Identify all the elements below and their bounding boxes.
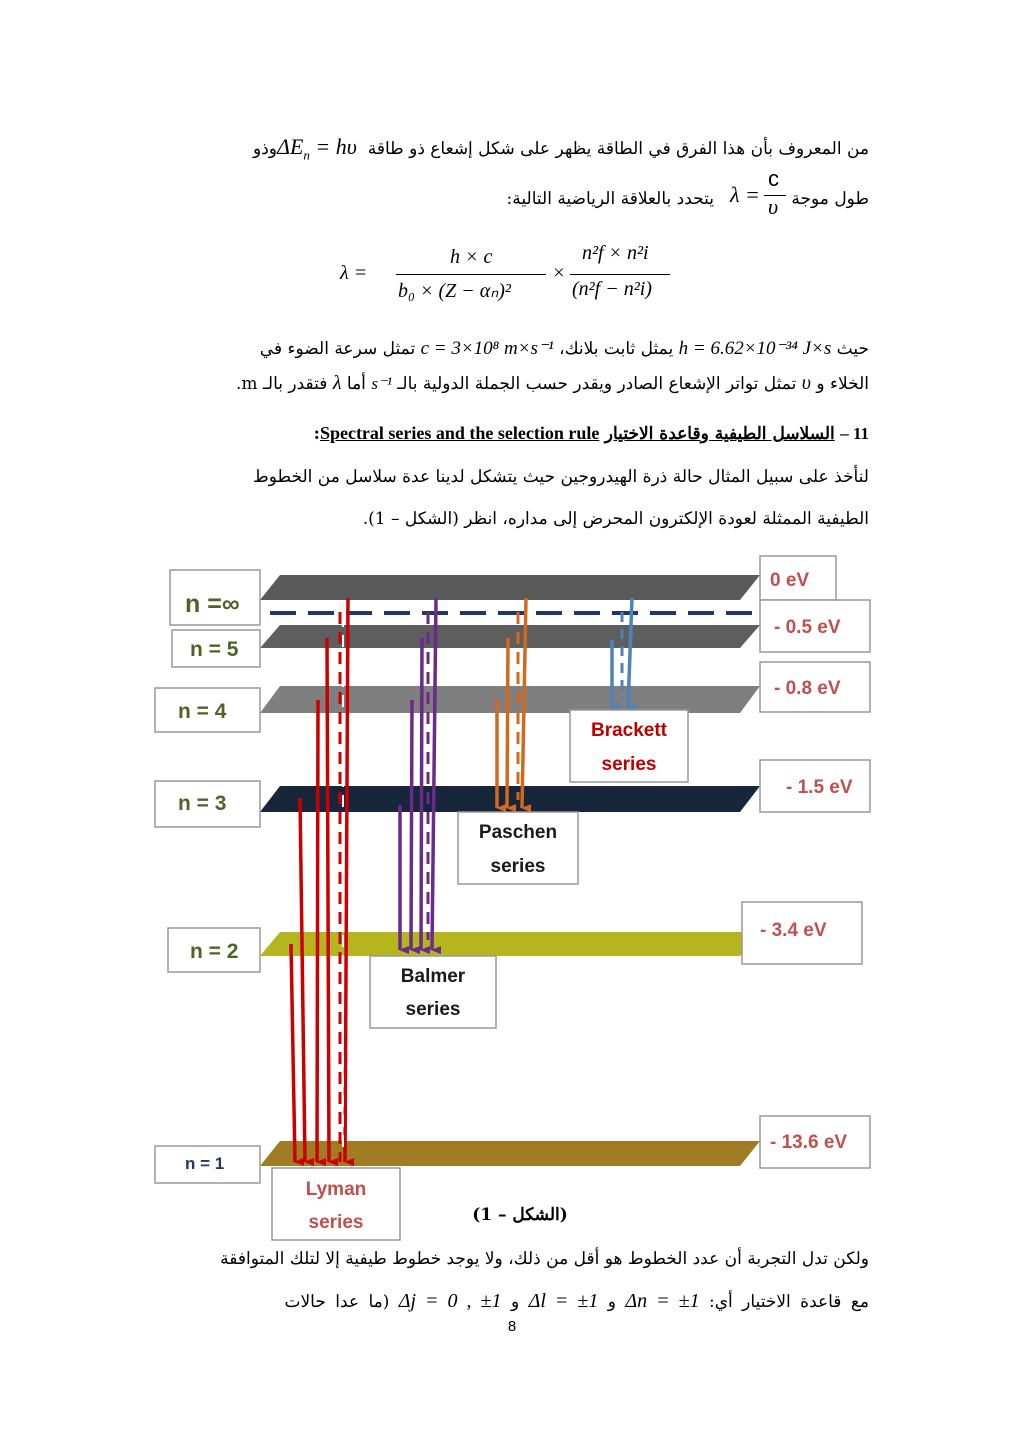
- energy-5: - 0.5 eV: [774, 617, 841, 638]
- para3-line1: لنأخذ على سبيل المثال حالة ذرة الهيدروجين حيث يتشكل لدينا عدة سلاسل من الخطوط: [253, 467, 869, 487]
- energy-3: - 1.5 eV: [786, 777, 853, 798]
- para1-line2-end: يتحدد بالعلاقة الرياضية التالية:: [506, 189, 714, 209]
- formula-bar2: [570, 274, 670, 275]
- page-number: 8: [507, 1318, 517, 1335]
- para1-line1-end: وذو: [253, 139, 278, 159]
- formula-den1: b₀ × (Z − αₙ)²: [398, 280, 511, 302]
- para1-line1: [149, 134, 869, 168]
- lyman-arrow-from-inf: [345, 598, 348, 1162]
- delta-e-formula: $\Delta E_n = h\upsilon$: [277, 134, 357, 163]
- lyman-arrow-from-4: [317, 700, 318, 1162]
- lyman-arrows: [291, 598, 348, 1162]
- section-title-en: Spectral series and the selection rule: [319, 423, 600, 443]
- balmer-arrows: [400, 598, 436, 950]
- formula-bar1: [396, 274, 546, 275]
- balmer-label-1: Balmer: [400, 966, 466, 987]
- delta-n-rule: Δn = ±1: [625, 1290, 700, 1312]
- para3-line2: الطيفية الممثلة لعودة الإلكترون المحرض إلى مداره، انظر (الشكل – 1).: [362, 509, 869, 529]
- planck-value: h = 6.62×10⁻³⁴ J×s: [678, 338, 832, 359]
- balmer-arrow-from-inf: [432, 598, 436, 950]
- para1-line1-text: من المعروف بأن هذا الفرق في الطاقة يظهر على شكل إشعاع ذو طاقة: [367, 139, 869, 159]
- level-plate-5: [260, 625, 760, 648]
- balmer-arrow-from-5: [421, 638, 422, 950]
- brackett-label-2: series: [601, 754, 657, 775]
- label-n-2: n = 2: [190, 940, 239, 963]
- paschen-label-1: Paschen: [478, 822, 558, 843]
- lambda-symbol: λ: [332, 372, 342, 394]
- label-n-3: n = 3: [178, 792, 227, 815]
- formula-den2: (n²f − n²i): [572, 278, 652, 300]
- paschen-label-2: series: [490, 856, 546, 877]
- level-plate-2: [260, 932, 760, 956]
- section-title-ar: السلاسل الطيفية وقاعدة الاختيار: [604, 424, 835, 444]
- section-heading: 11 – السلاسل الطيفية وقاعدة الاختيار Spectral series and the selection rule:: [313, 423, 869, 444]
- label-n-5: n = 5: [190, 638, 239, 661]
- figure-caption: (الشكل – 1): [472, 1205, 568, 1225]
- nu-symbol: υ: [801, 372, 811, 394]
- lyman-arrow-from-5: [327, 638, 329, 1162]
- energy-1: - 13.6 eV: [770, 1132, 848, 1153]
- main-formula: λ = h × c b₀ × (Z − αₙ)² × n²f × n²i (n²f − n²i): [340, 232, 680, 312]
- lyman-arrow-from-2: [291, 944, 295, 1162]
- delta-j-rule: Δj = 0 , ±1: [398, 1290, 502, 1312]
- label-n-inf: n =∞: [185, 590, 240, 618]
- energy-labels: [742, 556, 870, 1168]
- energy-2: - 3.4 eV: [760, 920, 827, 941]
- lyman-arrow-from-3: [300, 798, 305, 1162]
- delta-l-rule: Δl = ±1: [528, 1290, 599, 1312]
- level-plate-4: [260, 686, 760, 713]
- energy-4: - 0.8 eV: [774, 678, 841, 699]
- para2-line2: الخلاء و υ تمثل تواتر الإشعاع الصادر ويقدر حسب الجملة الدولية بالـ s⁻¹ أما λ فتقدر بالـ m.: [236, 372, 869, 394]
- para2-line1: حيث h = 6.62×10⁻³⁴ J×s يمثل ثابت بلانك، c = 3×10⁸ m×s⁻¹ تمثل سرعة الضوء في: [259, 338, 869, 359]
- para4-line2: مع قاعدة الاختيار أي: Δn = ±1 و Δl = ±1 و Δj = 0 , ±1 (ما عدا حالات: [284, 1290, 869, 1312]
- paschen-arrow-from-5: [507, 638, 508, 808]
- energy-0: 0 eV: [770, 570, 810, 591]
- level-plate-1: [260, 1141, 760, 1166]
- brackett-label-1: Brackett: [590, 720, 668, 741]
- lyman-label-1: Lyman: [305, 1179, 367, 1200]
- label-n-1: n = 1: [185, 1154, 225, 1173]
- para1-line2: طول موجة: [791, 189, 869, 209]
- balmer-label-2: series: [405, 999, 461, 1020]
- label-n-4: n = 4: [178, 700, 227, 723]
- level-plate-3: [260, 786, 760, 812]
- hydrogen-energy-level-diagram: [0, 548, 1024, 1248]
- level-plate-inf: [260, 575, 760, 600]
- formula-num1: h × c: [450, 246, 493, 268]
- formula-num2: n²f × n²i: [582, 242, 649, 264]
- para4-line1: ولكن تدل التجربة أن عدد الخطوط هو أقل من ذلك، ولا يوجد خطوط طيفية إلا لتلك المتوافقة: [220, 1249, 869, 1269]
- balmer-arrow-from-4: [411, 700, 412, 950]
- speed-of-light-value: c = 3×10⁸ m×s⁻¹: [420, 338, 554, 359]
- lyman-label-2: series: [308, 1212, 364, 1233]
- level-labels: [155, 570, 260, 1183]
- lambda-c-over-nu: λ = c υ: [730, 168, 790, 224]
